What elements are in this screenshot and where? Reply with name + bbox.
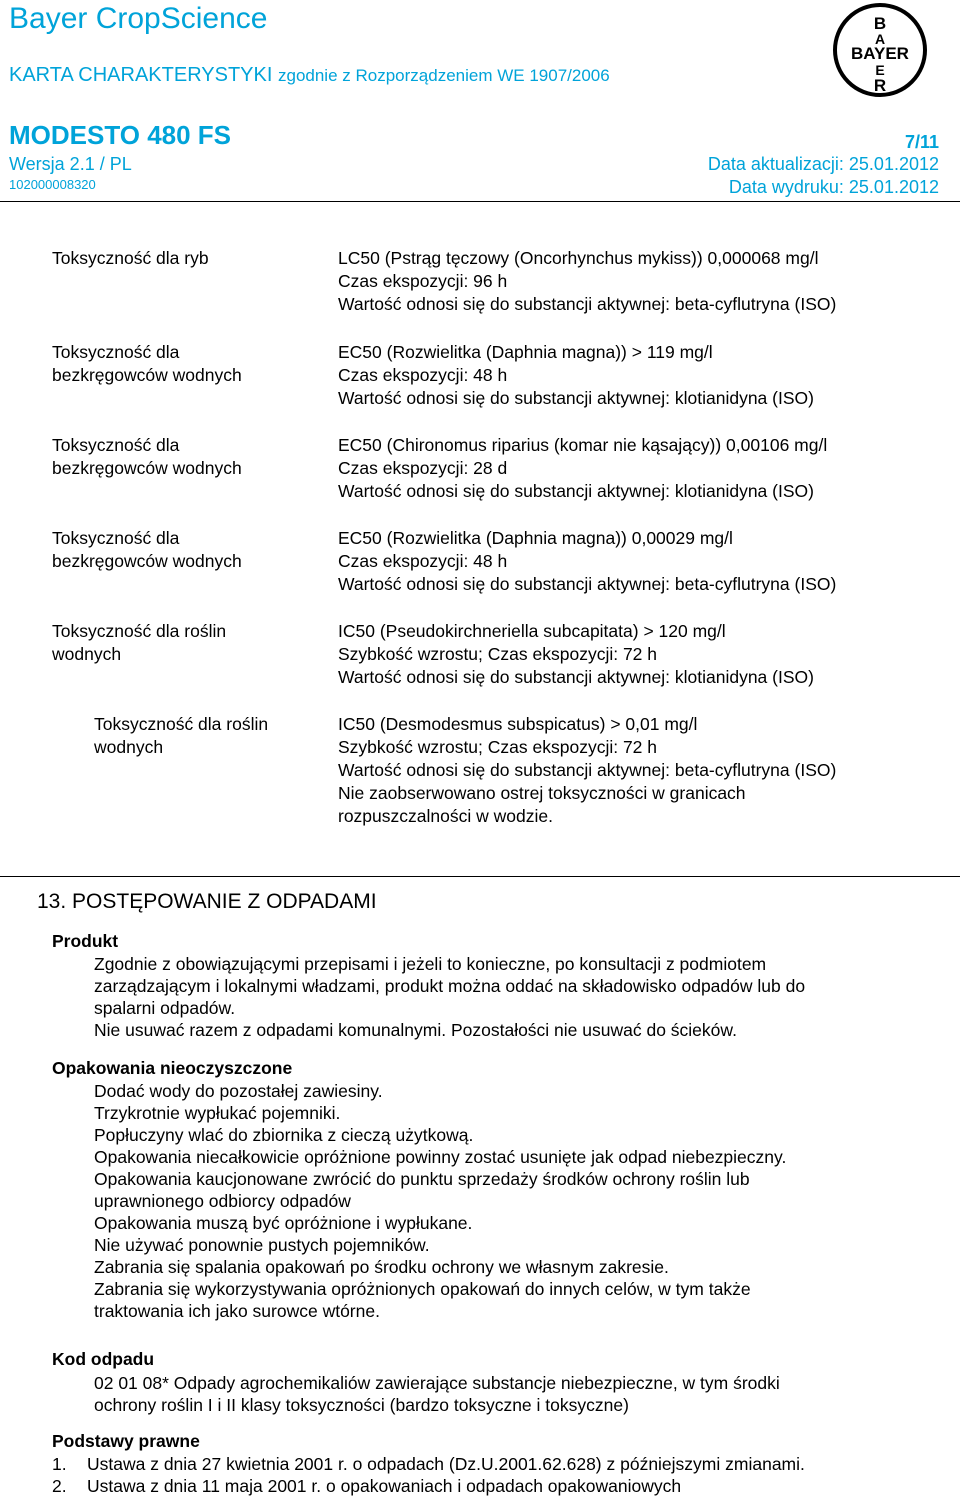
logo-letter-r: R	[873, 76, 887, 95]
logo-letter-e: E	[875, 62, 885, 78]
logo-letter-a: A	[874, 31, 886, 47]
legal-basis-list	[52, 1453, 805, 1497]
packaging-text: Dodać wody do pozostałej zawiesiny. Trzykrotnie wypłukać pojemniki. Popłuczyny wlać do zbiornika z cieczą użytkową. Opakowania niecałkowicie opróżnione powinny zostać usunięte jak odpad niebezpieczny. Opakowania kaucjonowane zwrócić do punktu sprzedaży środków ochrony roślin lub uprawnionego odbiorcy odpadów Opakowania muszą być opróżnione i wypłukane. Nie używać ponownie pustych pojemników. Zabrania się spalania opakowań po środku ochrony we własnym zakresie. Zabrania się wykorzystywania opróżnionych opakowań do innych celów, w tym także traktowania ich jako surowce wtórne.	[94, 1081, 787, 1321]
section-13-title: 13. POSTĘPOWANIE Z ODPADAMI	[37, 890, 377, 913]
tox-value-fish: LC50 (Pstrąg tęczowy (Oncorhynchus mykiss)) 0,000068 mg/l Czas ekspozycji: 96 h Wartość odnosi się do substancji aktywnej: beta-cyflutryna (ISO)	[338, 248, 837, 314]
tox-value-invertebrates-2: EC50 (Chironomus riparius (komar nie kąsający)) 0,00106 mg/l Czas ekspozycji: 28 d Wartość odnosi się do substancji aktywnej: klotianidyna (ISO)	[338, 435, 828, 501]
card-title	[9, 64, 610, 87]
tox-label-plants-2: Toksyczność dla roślin wodnych	[94, 714, 269, 757]
version-text: Wersja 2.1 / PL	[9, 154, 132, 174]
tox-label-plants-1: Toksyczność dla roślin wodnych	[52, 621, 227, 664]
legal-basis-heading: Podstawy prawne	[52, 1431, 200, 1451]
tox-label-fish: Toksyczność dla ryb	[52, 248, 209, 268]
card-title-main: KARTA CHARAKTERYSTYKI	[9, 64, 273, 86]
produkt-heading: Produkt	[52, 931, 119, 951]
tox-label-invertebrates-1: Toksyczność dla bezkręgowców wodnych	[52, 342, 242, 385]
waste-code-text: 02 01 08* Odpady agrochemikaliów zawierające substancje niebezpieczne, w tym środki ochrony roślin I i II klasy toksyczności (bardzo toksyczne i toksyczne)	[94, 1373, 780, 1415]
tox-label-invertebrates-2: Toksyczność dla bezkręgowców wodnych	[52, 435, 242, 478]
tox-value-invertebrates-1: EC50 (Rozwielitka (Daphnia magna)) > 119 mg/l Czas ekspozycji: 48 h Wartość odnosi się do substancji aktywnej: klotianidyna (ISO)	[338, 342, 814, 408]
regulation-text: zgodnie z Rozporządzeniem WE 1907/2006	[277, 66, 610, 85]
logo-letter-b: B	[873, 14, 887, 33]
packaging-heading: Opakowania nieoczyszczone	[52, 1058, 293, 1078]
tox-label-invertebrates-3: Toksyczność dla bezkręgowców wodnych	[52, 528, 242, 571]
brand-name: Bayer CropScience	[9, 2, 268, 35]
page-number: 7/11	[904, 132, 939, 152]
tox-value-plants-1: IC50 (Pseudokirchneriella subcapitata) > 120 mg/l Szybkość wzrostu; Czas ekspozycji: 72 h Wartość odnosi się do substancji aktywnej: klotianidyna (ISO)	[338, 621, 814, 687]
document-code: 102000008320	[9, 177, 96, 192]
update-date: Data aktualizacji: 25.01.2012	[707, 154, 939, 174]
logo-bayer: BAYER	[851, 44, 909, 63]
section-divider	[0, 876, 960, 877]
tox-value-plants-2: IC50 (Desmodesmus subspicatus) > 0,01 mg/l Szybkość wzrostu; Czas ekspozycji: 72 h Wartość odnosi się do substancji aktywnej: beta-cyflutryna (ISO) Nie zaobserwowano ostrej toksyczności w granicach rozpuszczalności w wodzie.	[338, 714, 837, 826]
legal-item: 2. Ustawa z dnia 11 maja 2001 r. o opakowaniach i odpadach opakowaniowych	[52, 1476, 682, 1496]
bayer-cross-logo-icon	[832, 2, 928, 98]
print-date: Data wydruku: 25.01.2012	[728, 177, 939, 197]
product-name: MODESTO 480 FS	[9, 120, 232, 150]
header-divider	[0, 201, 960, 202]
tox-value-invertebrates-3: EC50 (Rozwielitka (Daphnia magna)) 0,00029 mg/l Czas ekspozycji: 48 h Wartość odnosi się do substancji aktywnej: beta-cyflutryna (ISO)	[338, 528, 837, 594]
legal-item: 1. Ustawa z dnia 27 kwietnia 2001 r. o odpadach (Dz.U.2001.62.628) z późniejszymi zmianami.	[52, 1454, 805, 1474]
produkt-text: Zgodnie z obowiązującymi przepisami i jeżeli to konieczne, po konsultacji z podmiotem zarządzającym i lokalnymi władzami, produkt można oddać na składowisko odpadów lub do spalarni odpadów. Nie usuwać razem z odpadami komunalnymi. Pozostałości nie usuwać do ścieków.	[94, 954, 806, 1040]
waste-code-heading: Kod odpadu	[52, 1349, 155, 1369]
